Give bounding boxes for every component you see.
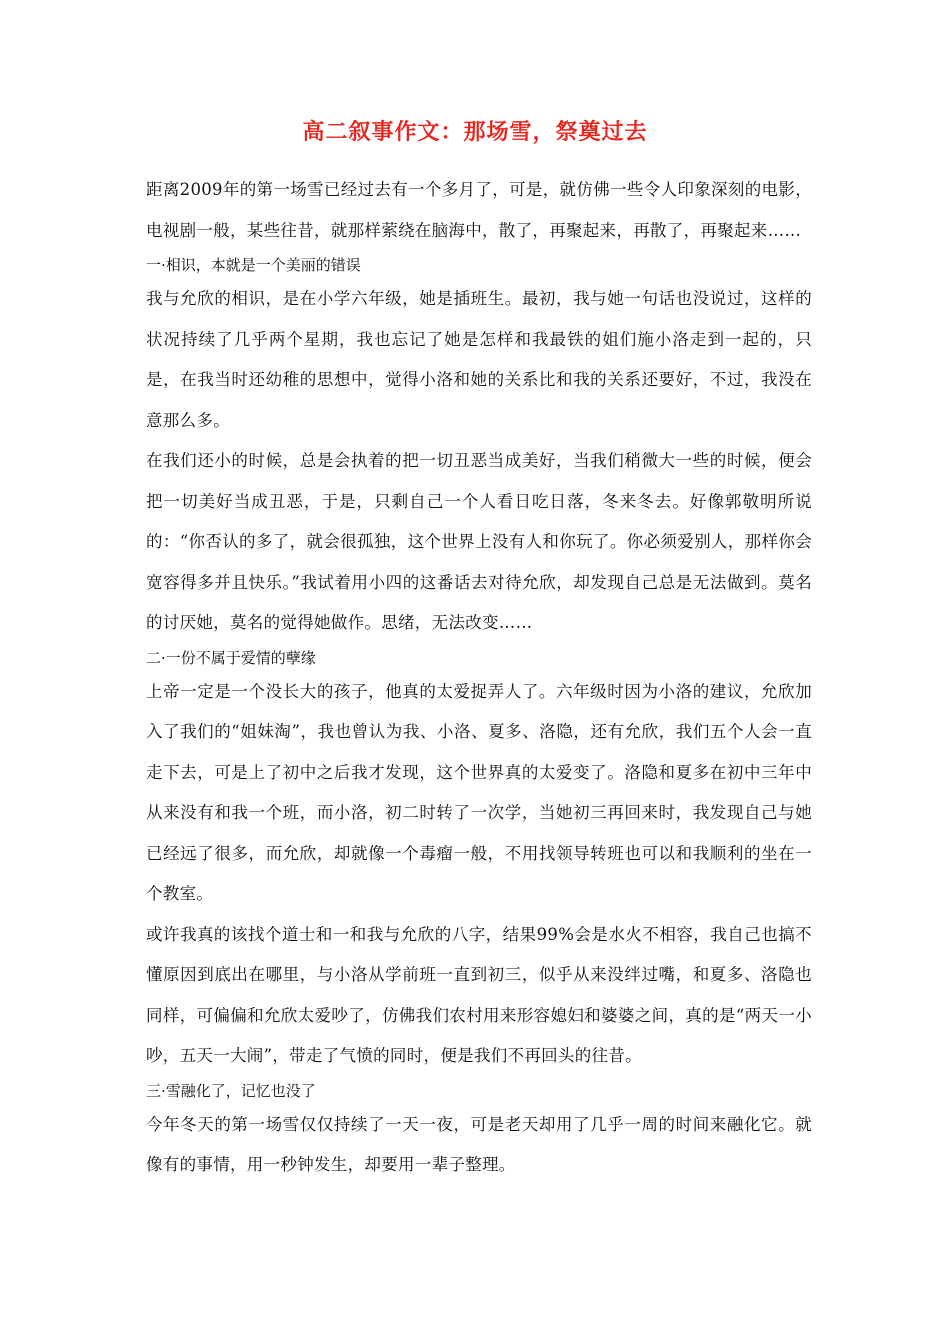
article-body: [146, 170, 812, 1186]
article-title: 高二叙事作文：那场雪，祭奠过去: [302, 120, 648, 145]
paragraph-5: 今年冬天的第一场雪仅仅持续了一天一夜，可是老天却用了几乎一周的时间来融化它。就像有的事情，用一秒钟发生，却要用一辈子整理。: [146, 1114, 812, 1174]
section-heading-1: 一·相识，本就是一个美丽的错误: [146, 256, 361, 274]
intro-paragraph: 距离2009年的第一场雪已经过去有一个多月了，可是，就仿佛一些令人印象深刻的电影，电视剧一般，某些往昔，就那样萦绕在脑海中，散了，再聚起来，再散了，再聚起来……: [146, 180, 812, 240]
section-heading-3: 三·雪融化了，记忆也没了: [146, 1081, 316, 1100]
paragraph-3: 上帝一定是一个没长大的孩子，他真的太爱捉弄人了。六年级时因为小洛的建议，允欣加入了我们的“姐妹淘”，我也曾认为我、小洛、夏多、洛隐，还有允欣，我们五个人会一直走下去，可是上了初中之后我才发现，这个世界真的太爱变了。洛隐和夏多在初中三年中从来没有和我一个班，而小洛，初二时转了一次学，当她初三再回来时，我发现自己与她已经远了很多，而允欣，却就像一个毒瘤一般，不用找领导转班也可以和我顺利的坐在一个教室。: [146, 681, 812, 903]
paragraph-4: 或许我真的该找个道士和一和我与允欣的八字，结果99%会是水火不相容，我自己也搞不懂原因到底出在哪里，与小洛从学前班一直到初三，似乎从来没绊过嘴，和夏多、洛隐也同样，可偏偏和允欣太爱吵了，仿佛我们农村用来形容媳妇和婆婆之间，真的是“两天一小吵，五天一大闹”，带走了气愤的同时，便是我们不再回头的往昔。: [146, 924, 812, 1065]
paragraph-2: 在我们还小的时候，总是会执着的把一切丑恶当成美好，当我们稍微大一些的时候，便会把一切美好当成丑恶，于是，只剩自己一个人看日吃日落，冬来冬去。好像郭敬明所说的：“你否认的多了，就会很孤独，这个世界上没有人和你玩了。你必须爱别人，那样你会宽容得多并且快乐。”我试着用小四的这番话去对待允欣，却发现自己总是无法做到。莫名的讨厌她，莫名的觉得她做作。思绪，无法改变……: [146, 451, 812, 632]
section-heading-2: 二·一份不属于爱情的孽缘: [146, 648, 316, 667]
paragraph-1: 我与允欣的相识，是在小学六年级，她是插班生。最初，我与她一句话也没说过，这样的状况持续了几乎两个星期，我也忘记了她是怎样和我最铁的姐们施小洛走到一起的，只是，在我当时还幼稚的思想中，觉得小洛和她的关系比和我的关系还要好，不过，我没在意那么多。: [146, 289, 812, 430]
